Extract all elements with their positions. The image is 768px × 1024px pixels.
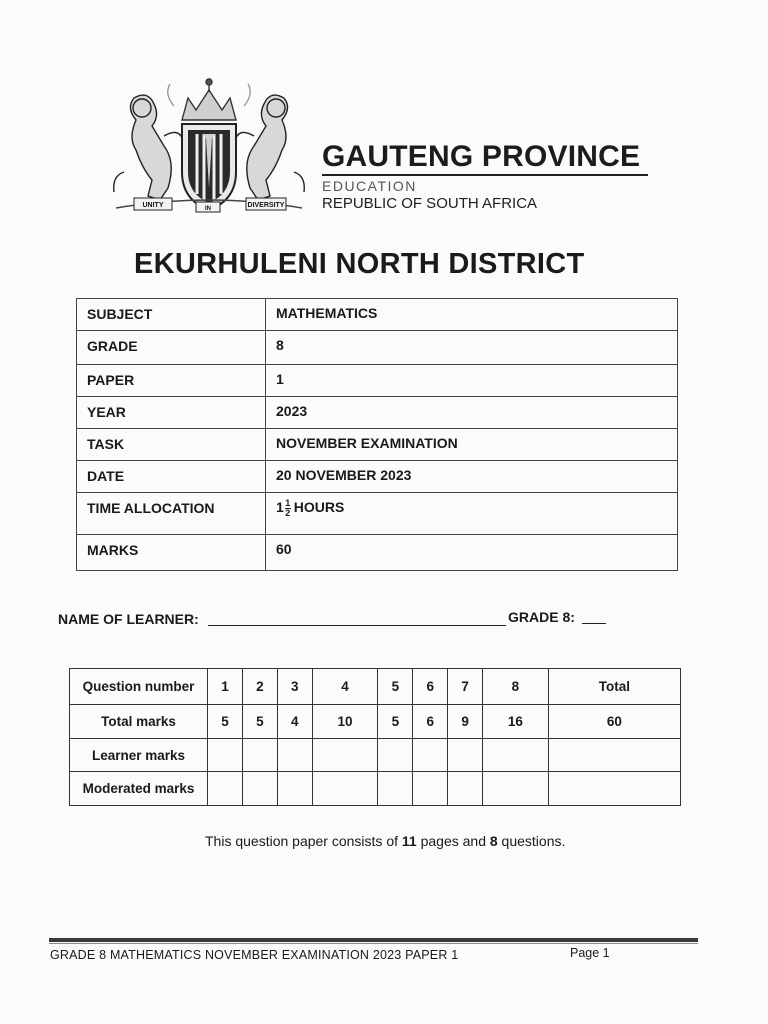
time-whole: 1: [276, 499, 284, 516]
info-row-year: [77, 397, 678, 429]
info-value: 8: [266, 331, 678, 365]
marks-cell: 4: [277, 705, 312, 739]
marks-entry-cell[interactable]: [242, 739, 277, 772]
marks-entry-cell[interactable]: [483, 739, 549, 772]
province-underline: [322, 174, 648, 176]
info-value: 2023: [266, 397, 678, 429]
crest-motto-in: IN: [205, 206, 211, 212]
question-number-cell: 1: [208, 669, 243, 705]
exam-info-table: [76, 298, 678, 571]
learner-name-label: NAME OF LEARNER:: [58, 611, 199, 627]
page-number: Page 1: [570, 946, 610, 960]
summary-pre: This question paper consists of: [205, 833, 402, 849]
district-title: EKURHULENI NORTH DISTRICT: [134, 248, 585, 280]
marks-entry-cell[interactable]: [448, 739, 483, 772]
marks-entry-cell[interactable]: [483, 772, 549, 806]
marks-entry-cell[interactable]: [312, 772, 378, 806]
marks-entry-cell[interactable]: [413, 739, 448, 772]
row-label: Moderated marks: [70, 772, 208, 806]
crest-motto-diversity: DIVERSITY: [247, 202, 285, 209]
footer-rule: [49, 938, 698, 942]
marks-cell: 5: [242, 705, 277, 739]
info-label: MARKS: [77, 535, 266, 571]
coat-of-arms-logo: [104, 76, 314, 222]
question-number-cell: 8: [483, 669, 549, 705]
marks-cell: 5: [378, 705, 413, 739]
summary-questions: 8: [489, 833, 498, 849]
grade-class-label: GRADE 8:: [508, 609, 575, 625]
fraction-numerator: 1: [285, 498, 291, 508]
info-label: GRADE: [77, 331, 266, 365]
info-label: PAPER: [77, 365, 266, 397]
grade-class-field[interactable]: [582, 623, 606, 624]
total-header: Total: [548, 669, 680, 705]
info-value: [266, 493, 678, 535]
marks-entry-cell[interactable]: [312, 739, 378, 772]
info-value: NOVEMBER EXAMINATION: [266, 429, 678, 461]
marks-entry-cell[interactable]: [448, 772, 483, 806]
total-marks-row: [70, 705, 681, 739]
info-row-paper: [77, 365, 678, 397]
marks-cell: 16: [483, 705, 549, 739]
summary-mid: pages and: [416, 833, 490, 849]
footer-title: GRADE 8 MATHEMATICS NOVEMBER EXAMINATION 2023 PAPER 1: [50, 948, 459, 962]
question-number-header: Question number: [70, 669, 208, 705]
question-number-cell: 6: [413, 669, 448, 705]
time-fraction: [285, 499, 291, 518]
info-row-marks: [77, 535, 678, 571]
learner-marks-row: [70, 739, 681, 772]
marks-table: [69, 668, 681, 806]
time-unit: HOURS: [293, 499, 345, 516]
marks-total-entry-cell[interactable]: [548, 772, 680, 806]
marks-cell: 9: [448, 705, 483, 739]
info-value: 1: [266, 365, 678, 397]
marks-entry-cell[interactable]: [277, 739, 312, 772]
row-label: Learner marks: [70, 739, 208, 772]
province-title: GAUTENG PROVINCE: [322, 140, 641, 173]
question-number-cell: 3: [277, 669, 312, 705]
marks-entry-cell[interactable]: [208, 772, 243, 806]
marks-total-entry-cell[interactable]: [548, 739, 680, 772]
marks-cell: 10: [312, 705, 378, 739]
info-value: 20 NOVEMBER 2023: [266, 461, 678, 493]
fraction-denominator: 2: [285, 508, 291, 518]
marks-entry-cell[interactable]: [242, 772, 277, 806]
department-name: EDUCATION: [322, 178, 417, 194]
summary-post: questions.: [497, 833, 566, 849]
info-row-date: [77, 461, 678, 493]
info-row-subject: [77, 299, 678, 331]
marks-entry-cell[interactable]: [378, 772, 413, 806]
marks-entry-cell[interactable]: [277, 772, 312, 806]
marks-cell: 5: [208, 705, 243, 739]
crest-motto-unity: UNITY: [142, 202, 164, 209]
info-label: YEAR: [77, 397, 266, 429]
row-label: Total marks: [70, 705, 208, 739]
info-row-task: [77, 429, 678, 461]
summary-pages: 11: [401, 833, 417, 849]
info-label: TASK: [77, 429, 266, 461]
info-row-time-allocation: [77, 493, 678, 535]
country-name: REPUBLIC OF SOUTH AFRICA: [322, 195, 538, 212]
moderated-marks-row: [70, 772, 681, 806]
info-row-grade: [77, 331, 678, 365]
footer-rule-thin: [49, 943, 698, 944]
marks-entry-cell[interactable]: [413, 772, 448, 806]
marks-total-cell: 60: [548, 705, 680, 739]
info-label: SUBJECT: [77, 299, 266, 331]
marks-cell: 6: [413, 705, 448, 739]
info-label: TIME ALLOCATION: [77, 493, 266, 535]
question-number-cell: 2: [242, 669, 277, 705]
info-label: DATE: [77, 461, 266, 493]
marks-header-row: [70, 669, 681, 705]
marks-entry-cell[interactable]: [378, 739, 413, 772]
info-value: 60: [266, 535, 678, 571]
marks-entry-cell[interactable]: [208, 739, 243, 772]
learner-name-field[interactable]: [208, 625, 506, 626]
question-number-cell: 5: [378, 669, 413, 705]
paper-summary: [205, 833, 565, 849]
question-number-cell: 7: [448, 669, 483, 705]
info-value: MATHEMATICS: [266, 299, 678, 331]
question-number-cell: 4: [312, 669, 378, 705]
